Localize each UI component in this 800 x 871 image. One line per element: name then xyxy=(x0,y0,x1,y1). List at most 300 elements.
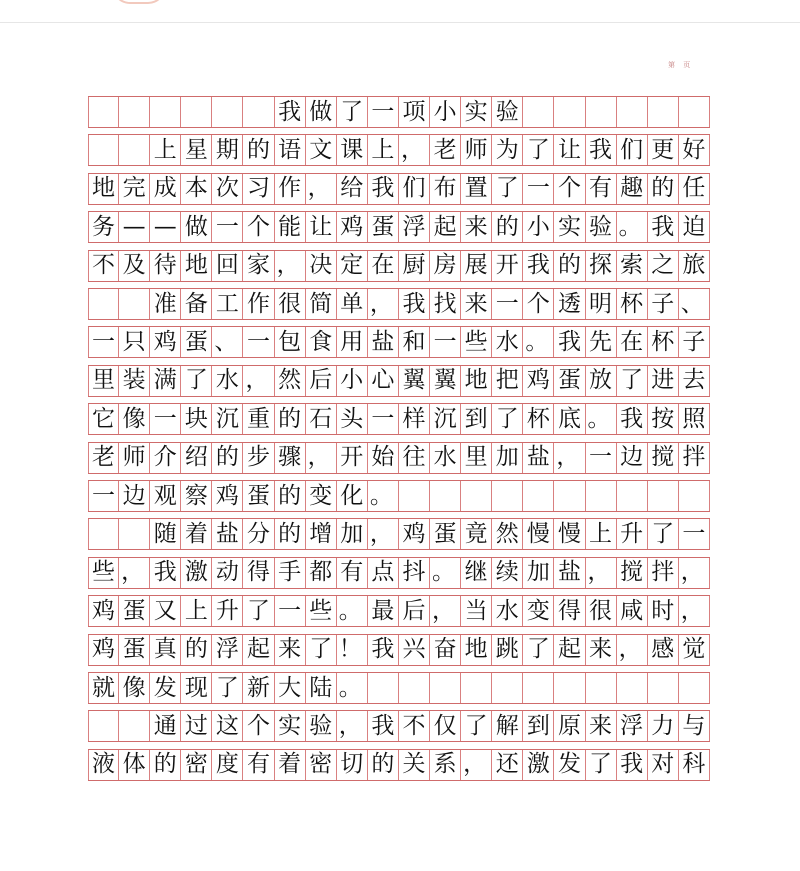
text-line xyxy=(88,634,710,666)
grid-cell: 杯 xyxy=(648,327,679,357)
grid-cell xyxy=(181,97,212,127)
grid-cell xyxy=(523,97,554,127)
grid-cell: 开 xyxy=(337,443,368,473)
grid-cell xyxy=(648,673,679,703)
grid-cell xyxy=(243,97,274,127)
grid-cell: 验 xyxy=(306,711,337,741)
grid-cell: 系 xyxy=(430,750,461,780)
grid-cell: 定 xyxy=(337,251,368,281)
grid-cell: 搅 xyxy=(648,443,679,473)
grid-cell: 都 xyxy=(306,558,337,588)
grid-cell: 密 xyxy=(306,750,337,780)
grid-cell: 准 xyxy=(150,289,181,319)
grid-cell: 慢 xyxy=(554,519,585,549)
grid-cell: 了 xyxy=(617,366,648,396)
grid-cell: 们 xyxy=(617,135,648,165)
grid-cell: 重 xyxy=(243,404,274,434)
grid-cell xyxy=(150,97,181,127)
grid-cell: 把 xyxy=(492,366,523,396)
grid-cell: 索 xyxy=(617,251,648,281)
grid-cell: 一 xyxy=(368,404,399,434)
grid-cell: 些 xyxy=(306,596,337,626)
grid-cell xyxy=(119,519,150,549)
grid-cell: 些 xyxy=(88,558,119,588)
grid-cell: 跳 xyxy=(492,635,523,665)
grid-cell: 变 xyxy=(306,481,337,511)
grid-cell: 加 xyxy=(523,558,554,588)
grid-cell: 备 xyxy=(181,289,212,319)
grid-cell: 迫 xyxy=(679,212,710,242)
grid-cell: 好 xyxy=(679,135,710,165)
grid-cell xyxy=(554,673,585,703)
grid-cell: 来 xyxy=(461,289,492,319)
grid-cell: 不 xyxy=(399,711,430,741)
grid-cell: 力 xyxy=(648,711,679,741)
grid-cell: 水 xyxy=(492,327,523,357)
grid-cell xyxy=(212,97,243,127)
grid-cell: 手 xyxy=(275,558,306,588)
grid-cell: ， xyxy=(399,135,430,165)
grid-cell xyxy=(119,289,150,319)
grid-cell: 了 xyxy=(492,404,523,434)
grid-cell: 验 xyxy=(586,212,617,242)
grid-cell: 。 xyxy=(523,327,554,357)
grid-cell: 察 xyxy=(181,481,212,511)
text-line xyxy=(88,557,710,589)
grid-cell: 搅 xyxy=(617,558,648,588)
grid-cell: 了 xyxy=(337,97,368,127)
grid-cell: 一 xyxy=(492,289,523,319)
grid-cell: 然 xyxy=(275,366,306,396)
grid-cell: 了 xyxy=(181,366,212,396)
grid-cell: 个 xyxy=(554,174,585,204)
grid-cell: 作 xyxy=(275,174,306,204)
grid-cell: 观 xyxy=(150,481,181,511)
grid-cell: 发 xyxy=(554,750,585,780)
grid-cell: ， xyxy=(368,519,399,549)
grid-cell xyxy=(617,97,648,127)
grid-cell: 上 xyxy=(150,135,181,165)
grid-cell: ， xyxy=(430,596,461,626)
grid-cell xyxy=(679,481,710,511)
grid-cell: 进 xyxy=(648,366,679,396)
grid-cell: 一 xyxy=(150,404,181,434)
grid-cell: 续 xyxy=(492,558,523,588)
grid-cell: 一 xyxy=(430,327,461,357)
grid-cell: 有 xyxy=(586,174,617,204)
grid-cell: 切 xyxy=(337,750,368,780)
grid-cell: 有 xyxy=(337,558,368,588)
grid-cell: 加 xyxy=(337,519,368,549)
grid-cell: ， xyxy=(617,635,648,665)
grid-cell: 。 xyxy=(617,212,648,242)
grid-cell: 石 xyxy=(306,404,337,434)
grid-cell: 陆 xyxy=(306,673,337,703)
grid-cell xyxy=(368,673,399,703)
grid-cell: 的 xyxy=(554,251,585,281)
grid-cell: 水 xyxy=(430,443,461,473)
grid-cell: 蛋 xyxy=(430,519,461,549)
grid-cell: ， xyxy=(679,596,710,626)
grid-cell: 翼 xyxy=(399,366,430,396)
grid-cell: 杯 xyxy=(523,404,554,434)
grid-cell: 很 xyxy=(275,289,306,319)
grid-cell: 在 xyxy=(617,327,648,357)
grid-cell: 绍 xyxy=(181,443,212,473)
grid-cell: 点 xyxy=(368,558,399,588)
grid-cell: 些 xyxy=(461,327,492,357)
grid-cell: 星 xyxy=(181,135,212,165)
grid-cell: 杯 xyxy=(617,289,648,319)
grid-cell: 分 xyxy=(243,519,274,549)
grid-cell: 的 xyxy=(275,519,306,549)
grid-cell: 子 xyxy=(679,327,710,357)
grid-cell: 我 xyxy=(586,135,617,165)
text-line xyxy=(88,442,710,474)
grid-cell: 浮 xyxy=(212,635,243,665)
grid-cell: 边 xyxy=(119,481,150,511)
grid-cell: 解 xyxy=(492,711,523,741)
grid-cell: 按 xyxy=(648,404,679,434)
grid-cell: 们 xyxy=(399,174,430,204)
text-line xyxy=(88,749,710,781)
grid-cell: 变 xyxy=(523,596,554,626)
grid-cell: 盐 xyxy=(523,443,554,473)
grid-cell: 动 xyxy=(212,558,243,588)
grid-cell: 的 xyxy=(275,481,306,511)
grid-cell: 我 xyxy=(617,404,648,434)
grid-cell: 做 xyxy=(181,212,212,242)
grid-cell: — xyxy=(119,212,150,242)
grid-cell: 本 xyxy=(181,174,212,204)
grid-cell: 我 xyxy=(554,327,585,357)
grid-cell: 与 xyxy=(679,711,710,741)
grid-cell: 我 xyxy=(368,711,399,741)
composition-grid-paper xyxy=(88,96,710,871)
grid-cell: 鸡 xyxy=(88,635,119,665)
grid-cell: 发 xyxy=(150,673,181,703)
grid-cell: 简 xyxy=(306,289,337,319)
page-number-label: 第 页 xyxy=(668,61,694,69)
grid-cell: 来 xyxy=(461,212,492,242)
grid-cell: 起 xyxy=(430,212,461,242)
grid-cell xyxy=(88,289,119,319)
grid-cell: ， xyxy=(554,443,585,473)
grid-cell: 时 xyxy=(648,596,679,626)
grid-cell: 沉 xyxy=(212,404,243,434)
grid-cell: 度 xyxy=(212,750,243,780)
grid-cell: 大 xyxy=(275,673,306,703)
grid-cell: 鸡 xyxy=(150,327,181,357)
grid-cell: 开 xyxy=(492,251,523,281)
avatar-edge-icon xyxy=(112,0,166,4)
grid-cell: 上 xyxy=(586,519,617,549)
grid-cell: 着 xyxy=(275,750,306,780)
grid-cell: 明 xyxy=(586,289,617,319)
grid-cell xyxy=(430,673,461,703)
grid-cell: 地 xyxy=(88,174,119,204)
grid-cell xyxy=(88,519,119,549)
grid-cell: 起 xyxy=(243,635,274,665)
grid-cell: 后 xyxy=(306,366,337,396)
grid-cell: 对 xyxy=(648,750,679,780)
grid-cell: 兴 xyxy=(399,635,430,665)
grid-cell: 到 xyxy=(461,404,492,434)
grid-cell: 边 xyxy=(617,443,648,473)
grid-cell: 次 xyxy=(212,174,243,204)
grid-cell: 一 xyxy=(88,481,119,511)
grid-cell: 了 xyxy=(461,711,492,741)
grid-cell xyxy=(88,711,119,741)
grid-cell: 一 xyxy=(88,327,119,357)
grid-cell: 得 xyxy=(243,558,274,588)
grid-cell: 。 xyxy=(368,481,399,511)
grid-cell: 语 xyxy=(275,135,306,165)
grid-cell: 找 xyxy=(430,289,461,319)
grid-cell: 我 xyxy=(523,251,554,281)
grid-cell: 地 xyxy=(181,251,212,281)
grid-cell: 师 xyxy=(461,135,492,165)
grid-cell: 像 xyxy=(119,404,150,434)
grid-cell: 后 xyxy=(399,596,430,626)
grid-cell: 任 xyxy=(679,174,710,204)
grid-cell: 成 xyxy=(150,174,181,204)
grid-cell: 的 xyxy=(368,750,399,780)
grid-cell: 样 xyxy=(399,404,430,434)
grid-cell: 真 xyxy=(150,635,181,665)
grid-cell: ， xyxy=(461,750,492,780)
grid-cell: 了 xyxy=(586,750,617,780)
grid-cell: 激 xyxy=(181,558,212,588)
grid-cell: ， xyxy=(306,443,337,473)
grid-cell: 趣 xyxy=(617,174,648,204)
text-line xyxy=(88,326,710,358)
grid-cell xyxy=(88,135,119,165)
grid-cell xyxy=(648,481,679,511)
grid-cell: 我 xyxy=(368,635,399,665)
grid-cell: 待 xyxy=(150,251,181,281)
grid-cell: 我 xyxy=(617,750,648,780)
text-line xyxy=(88,403,710,435)
grid-cell: 鸡 xyxy=(523,366,554,396)
grid-cell: 实 xyxy=(554,212,585,242)
grid-cell: 抖 xyxy=(399,558,430,588)
text-line xyxy=(88,710,710,742)
grid-cell: 步 xyxy=(243,443,274,473)
grid-cell: 之 xyxy=(648,251,679,281)
grid-cell: 通 xyxy=(150,711,181,741)
grid-cell xyxy=(119,711,150,741)
grid-cell: 继 xyxy=(461,558,492,588)
grid-cell: ， xyxy=(119,558,150,588)
grid-cell: 。 xyxy=(337,596,368,626)
grid-cell: 置 xyxy=(461,174,492,204)
grid-cell: 来 xyxy=(275,635,306,665)
grid-cell: 觉 xyxy=(679,635,710,665)
grid-cell: 感 xyxy=(648,635,679,665)
grid-cell: 得 xyxy=(554,596,585,626)
grid-cell: 。 xyxy=(586,404,617,434)
grid-cell xyxy=(399,673,430,703)
text-line xyxy=(88,173,710,205)
grid-cell xyxy=(679,97,710,127)
grid-cell: 蛋 xyxy=(243,481,274,511)
grid-cell: 、 xyxy=(212,327,243,357)
grid-cell xyxy=(523,673,554,703)
grid-cell: 我 xyxy=(368,174,399,204)
grid-cell: 我 xyxy=(648,212,679,242)
grid-cell: 一 xyxy=(586,443,617,473)
grid-cell: 房 xyxy=(430,251,461,281)
grid-cell: 一 xyxy=(679,519,710,549)
grid-cell: 实 xyxy=(461,97,492,127)
grid-cell: 里 xyxy=(88,366,119,396)
text-line xyxy=(88,365,710,397)
grid-cell: 液 xyxy=(88,750,119,780)
grid-cell: ， xyxy=(337,711,368,741)
grid-cell: 不 xyxy=(88,251,119,281)
grid-cell: 工 xyxy=(212,289,243,319)
grid-cell: 一 xyxy=(275,596,306,626)
grid-cell: 过 xyxy=(181,711,212,741)
grid-cell: 了 xyxy=(492,174,523,204)
grid-cell: 盐 xyxy=(368,327,399,357)
grid-cell: 家 xyxy=(243,251,274,281)
grid-cell: ， xyxy=(368,289,399,319)
grid-cell: 鸡 xyxy=(337,212,368,242)
grid-cell: 作 xyxy=(243,289,274,319)
grid-cell: 骤 xyxy=(275,443,306,473)
grid-cell: 了 xyxy=(212,673,243,703)
grid-cell xyxy=(586,673,617,703)
grid-cell: 只 xyxy=(119,327,150,357)
grid-cell: 装 xyxy=(119,366,150,396)
grid-cell xyxy=(492,673,523,703)
grid-cell: 习 xyxy=(243,174,274,204)
grid-cell: 用 xyxy=(337,327,368,357)
grid-cell xyxy=(554,481,585,511)
grid-cell: 验 xyxy=(492,97,523,127)
grid-cell: 水 xyxy=(212,366,243,396)
grid-cell: 来 xyxy=(586,635,617,665)
grid-cell: 盐 xyxy=(554,558,585,588)
grid-cell: 介 xyxy=(150,443,181,473)
grid-cell: 这 xyxy=(212,711,243,741)
grid-cell xyxy=(586,481,617,511)
grid-cell xyxy=(399,481,430,511)
grid-cell: 的 xyxy=(150,750,181,780)
grid-cell: 蛋 xyxy=(368,212,399,242)
grid-cell: 地 xyxy=(461,366,492,396)
grid-cell: 完 xyxy=(119,174,150,204)
grid-cell: 先 xyxy=(586,327,617,357)
grid-cell: 一 xyxy=(212,212,243,242)
grid-cell: 块 xyxy=(181,404,212,434)
grid-cell: 更 xyxy=(648,135,679,165)
grid-cell: 让 xyxy=(306,212,337,242)
grid-cell: 食 xyxy=(306,327,337,357)
grid-cell: 的 xyxy=(492,212,523,242)
grid-cell: 像 xyxy=(119,673,150,703)
grid-cell: 师 xyxy=(119,443,150,473)
grid-cell: 展 xyxy=(461,251,492,281)
grid-cell: 翼 xyxy=(430,366,461,396)
grid-cell: 单 xyxy=(337,289,368,319)
text-line xyxy=(88,480,710,512)
grid-cell: 我 xyxy=(399,289,430,319)
grid-cell: — xyxy=(150,212,181,242)
grid-cell: 我 xyxy=(150,558,181,588)
grid-cell: 一 xyxy=(523,174,554,204)
grid-cell: 它 xyxy=(88,404,119,434)
grid-cell: 课 xyxy=(337,135,368,165)
grid-cell: 一 xyxy=(243,327,274,357)
grid-cell xyxy=(88,97,119,127)
grid-cell: 去 xyxy=(679,366,710,396)
text-line xyxy=(88,250,710,282)
grid-cell xyxy=(648,97,679,127)
grid-cell: ， xyxy=(306,174,337,204)
grid-cell: 关 xyxy=(399,750,430,780)
grid-cell: 浮 xyxy=(399,212,430,242)
grid-cell: 为 xyxy=(492,135,523,165)
grid-cell: 鸡 xyxy=(88,596,119,626)
grid-cell: 项 xyxy=(399,97,430,127)
text-line xyxy=(88,595,710,627)
grid-cell: 鸡 xyxy=(212,481,243,511)
grid-cell: 还 xyxy=(492,750,523,780)
grid-cell: 着 xyxy=(181,519,212,549)
grid-cell: 浮 xyxy=(617,711,648,741)
grid-cell: 慢 xyxy=(523,519,554,549)
grid-cell: 了 xyxy=(523,135,554,165)
grid-cell: 很 xyxy=(586,596,617,626)
grid-cell: 密 xyxy=(181,750,212,780)
text-line xyxy=(88,518,710,550)
grid-cell: 照 xyxy=(679,404,710,434)
grid-cell: 加 xyxy=(492,443,523,473)
grid-cell: 的 xyxy=(275,404,306,434)
grid-cell: 来 xyxy=(586,711,617,741)
grid-cell: 仅 xyxy=(430,711,461,741)
grid-cell: 旅 xyxy=(679,251,710,281)
text-line xyxy=(88,288,710,320)
grid-cell: 包 xyxy=(275,327,306,357)
grid-cell: 奋 xyxy=(430,635,461,665)
grid-cell: 实 xyxy=(275,711,306,741)
grid-cell: 始 xyxy=(368,443,399,473)
grid-cell: 。 xyxy=(337,673,368,703)
grid-cell: 及 xyxy=(119,251,150,281)
grid-cell xyxy=(523,481,554,511)
grid-cell: 心 xyxy=(368,366,399,396)
grid-cell: 有 xyxy=(243,750,274,780)
top-bar xyxy=(0,0,800,23)
grid-cell: 能 xyxy=(275,212,306,242)
grid-cell: 蛋 xyxy=(119,635,150,665)
text-line xyxy=(88,134,710,166)
grid-cell: 布 xyxy=(430,174,461,204)
grid-cell: 蛋 xyxy=(181,327,212,357)
grid-cell: 个 xyxy=(243,212,274,242)
grid-cell: 老 xyxy=(88,443,119,473)
grid-cell: 原 xyxy=(554,711,585,741)
grid-cell: 又 xyxy=(150,596,181,626)
grid-cell xyxy=(119,97,150,127)
grid-cell: 。 xyxy=(430,558,461,588)
grid-cell: 一 xyxy=(368,97,399,127)
grid-cell: 就 xyxy=(88,673,119,703)
